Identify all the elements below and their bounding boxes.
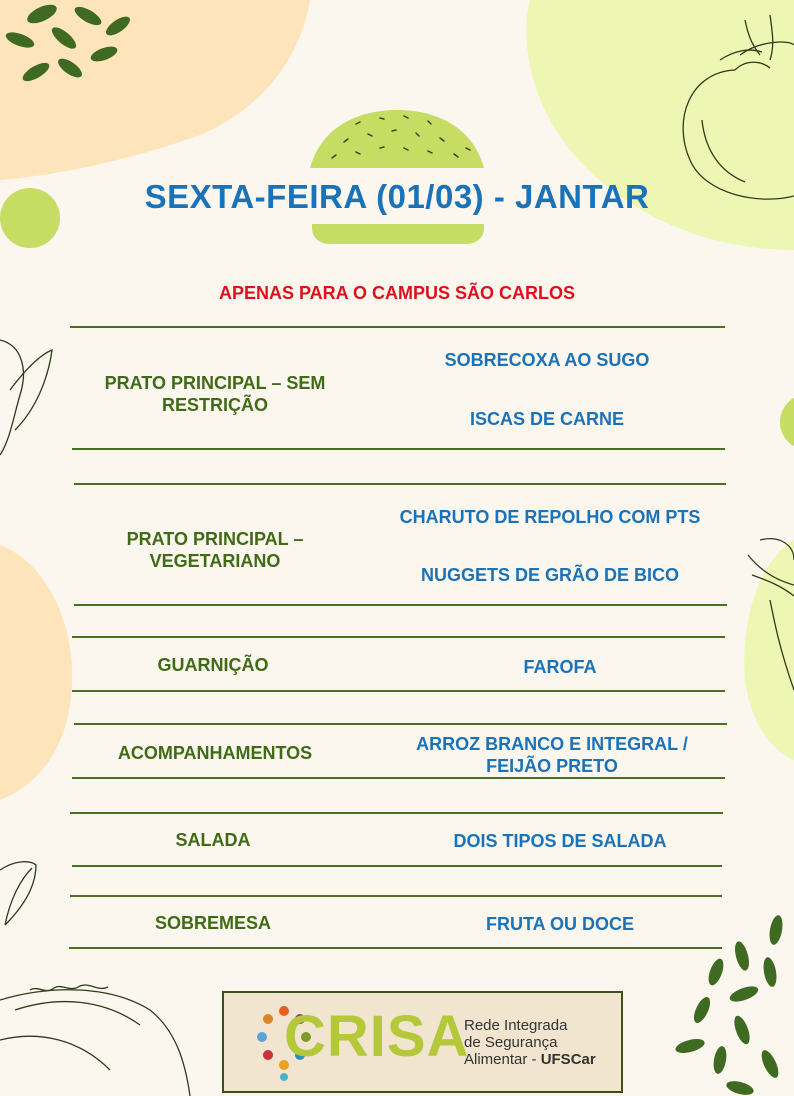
divider xyxy=(70,812,723,814)
divider xyxy=(74,483,726,485)
tagline-ufscar: UFSCar xyxy=(540,1051,596,1068)
campus-notice: APENAS PARA O CAMPUS SÃO CARLOS xyxy=(218,283,576,303)
divider xyxy=(74,604,727,606)
divider xyxy=(72,865,722,867)
row-label-side: GUARNIÇÃO xyxy=(157,655,269,675)
divider xyxy=(74,723,727,725)
divider xyxy=(70,326,725,328)
row-label-salad: SALADA xyxy=(175,830,251,850)
crisa-logo-box xyxy=(222,991,623,1093)
row-label-dessert: SOBREMESA xyxy=(154,913,271,933)
row-label-main-dish: PRATO PRINCIPAL – SEM RESTRIÇÃO xyxy=(104,373,326,415)
divider xyxy=(72,777,725,779)
leaves-bottom-right-icon xyxy=(674,914,785,1096)
divider xyxy=(70,895,722,897)
lettuce-icon xyxy=(0,340,52,455)
row-item-main-dish-1: SOBRECOXA AO SUGO xyxy=(444,350,650,370)
row-label-accompaniments: ACOMPANHAMENTOS xyxy=(117,743,313,763)
crisa-tagline xyxy=(464,1017,596,1068)
peach-blob-left xyxy=(0,545,72,800)
tagline-line-3 xyxy=(464,1051,596,1068)
bun-bottom xyxy=(312,224,484,244)
row-item-vegetarian-2: NUGGETS DE GRÃO DE BICO xyxy=(420,565,680,585)
page-title: SEXTA-FEIRA (01/03) - JANTAR xyxy=(144,178,650,215)
leaf-small-icon xyxy=(0,862,36,925)
tagline-line-3-prefix: Alimentar - xyxy=(464,1051,541,1068)
row-item-accompaniments: ARROZ BRANCO E INTEGRAL / FEIJÃO PRETO xyxy=(416,734,688,776)
divider xyxy=(72,636,725,638)
taco-icon xyxy=(0,985,190,1096)
divider xyxy=(72,448,725,450)
divider xyxy=(72,690,725,692)
tagline-line-1: Rede Integrada xyxy=(464,1017,568,1034)
row-item-side: FAROFA xyxy=(523,657,597,677)
divider xyxy=(69,947,722,949)
crisa-wordmark: CRISA xyxy=(284,1004,470,1069)
row-item-dessert: FRUTA OU DOCE xyxy=(486,914,634,934)
row-item-vegetarian-1: CHARUTO DE REPOLHO COM PTS xyxy=(399,507,701,527)
peach-blob-top xyxy=(0,0,310,180)
bun-top xyxy=(310,110,484,168)
lime-dot-right xyxy=(780,394,794,450)
lime-blob-right xyxy=(744,540,794,760)
tagline-line-2: de Segurança xyxy=(464,1034,558,1051)
row-label-vegetarian: PRATO PRINCIPAL – VEGETARIANO xyxy=(126,529,304,571)
row-item-salad: DOIS TIPOS DE SALADA xyxy=(453,831,667,851)
row-item-main-dish-2: ISCAS DE CARNE xyxy=(469,409,625,429)
